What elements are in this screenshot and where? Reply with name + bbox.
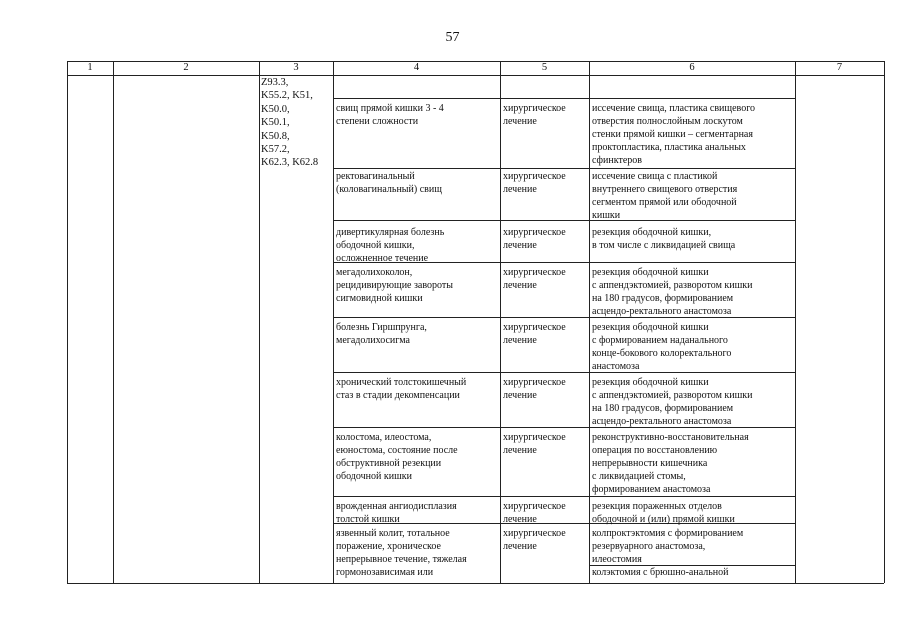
treatment-method-cell: резекция ободочной кишки с формированием наданального конце-бокового колоректального анастомоза (592, 322, 732, 372)
column-number-3: 3 (293, 62, 299, 73)
treatment-type-cell: хирургическое лечение (503, 432, 566, 456)
treatment-method-cell: резекция ободочной кишки с аппендэктомией, разворотом кишки на 180 градусов, формированием асцендо-ректального анастомоза (592, 267, 753, 317)
treatment-method-cell: резекция ободочной кишки, в том числе с ликвидацией свища (592, 227, 736, 251)
column-number-5: 5 (541, 62, 548, 73)
page-number: 57 (445, 30, 460, 45)
column-number-4: 4 (413, 62, 420, 73)
row-divider-0 (333, 98, 795, 99)
diagnosis-cell: хронический толстокишечный стаз в стадии декомпенсации (336, 377, 467, 401)
diagnosis-cell: язвенный колит, тотальное поражение, хроническое непрерывное течение, тяжелая гормонозависимая или (336, 528, 467, 578)
column-divider-2 (259, 61, 260, 583)
diagnosis-cell: мегадолихоколон, рецидивирующие завороты сигмовидной кишки (336, 267, 453, 304)
diagnosis-codes: Z93.3, K55.2, K51, K50.0, K50.1, K50.8, K57.2, K62.3, K62.8 (261, 77, 319, 169)
treatment-type-cell: хирургическое лечение (503, 377, 566, 401)
treatment-type-cell: хирургическое лечение (503, 501, 566, 525)
treatment-type-cell: хирургическое лечение (503, 267, 566, 291)
treatment-method-cell: реконструктивно-восстановительная операция по восстановлению непрерывности кишечника с ликвидацией стомы, формированием анастомоза (592, 432, 749, 495)
column-divider-7 (884, 61, 885, 583)
row-divider-7 (333, 496, 795, 497)
column-divider-4 (500, 61, 501, 583)
treatment-type-cell: хирургическое лечение (503, 227, 566, 251)
diagnosis-cell: ректовагинальный (коловагинальный) свищ (336, 171, 442, 195)
treatment-method-cell: иссечение свища с пластикой внутреннего свищевого отверстия сегментом прямой или ободочной кишки (592, 171, 738, 221)
table-bottom-border (67, 583, 884, 584)
treatment-method-extra-cell: колэктомия с брюшно-анальной (592, 567, 729, 578)
column-divider-5 (589, 61, 590, 583)
treatment-type-cell: хирургическое лечение (503, 322, 566, 346)
diagnosis-cell: дивертикулярная болезнь ободочной кишки, осложненное течение (336, 227, 445, 264)
column-divider-3 (333, 61, 334, 583)
column-divider-6 (795, 61, 796, 583)
treatment-method-cell: резекция пораженных отделов ободочной и (или) прямой кишки (592, 501, 735, 525)
treatment-type-cell: хирургическое лечение (503, 103, 566, 127)
treatment-method-cell: резекция ободочной кишки с аппендэктомией, разворотом кишки на 180 градусов, формированием асцендо-ректального анастомоза (592, 377, 753, 427)
treatment-method-cell: колпроктэктомия с формированием резервуарного анастомоза, илеостомия (592, 528, 744, 565)
diagnosis-cell: болезнь Гиршпрунга, мегадолихосигма (336, 322, 427, 346)
treatment-method-cell: иссечение свища, пластика свищевого отверстия полнослойным лоскутом стенки прямой кишки – сегментарная проктопластика, пластика анальных сфинктеров (592, 103, 756, 166)
diagnosis-cell: врожденная ангиодисплазия толстой кишки (336, 501, 457, 525)
treatment-type-cell: хирургическое лечение (503, 528, 566, 552)
column-divider-0 (67, 61, 68, 583)
column-number-1: 1 (87, 62, 93, 73)
column-divider-1 (113, 61, 114, 583)
treatment-type-cell: хирургическое лечение (503, 171, 566, 195)
header-bottom-border (67, 75, 884, 76)
diagnosis-cell: свищ прямой кишки 3 - 4 степени сложности (336, 103, 444, 127)
row-divider-1 (333, 168, 795, 169)
column-number-6: 6 (689, 62, 695, 73)
diagnosis-cell: колостома, илеостома, еюностома, состояние после обструктивной резекции ободочной кишки (336, 432, 458, 482)
column-number-2: 2 (183, 62, 189, 73)
column-number-7: 7 (836, 62, 843, 73)
